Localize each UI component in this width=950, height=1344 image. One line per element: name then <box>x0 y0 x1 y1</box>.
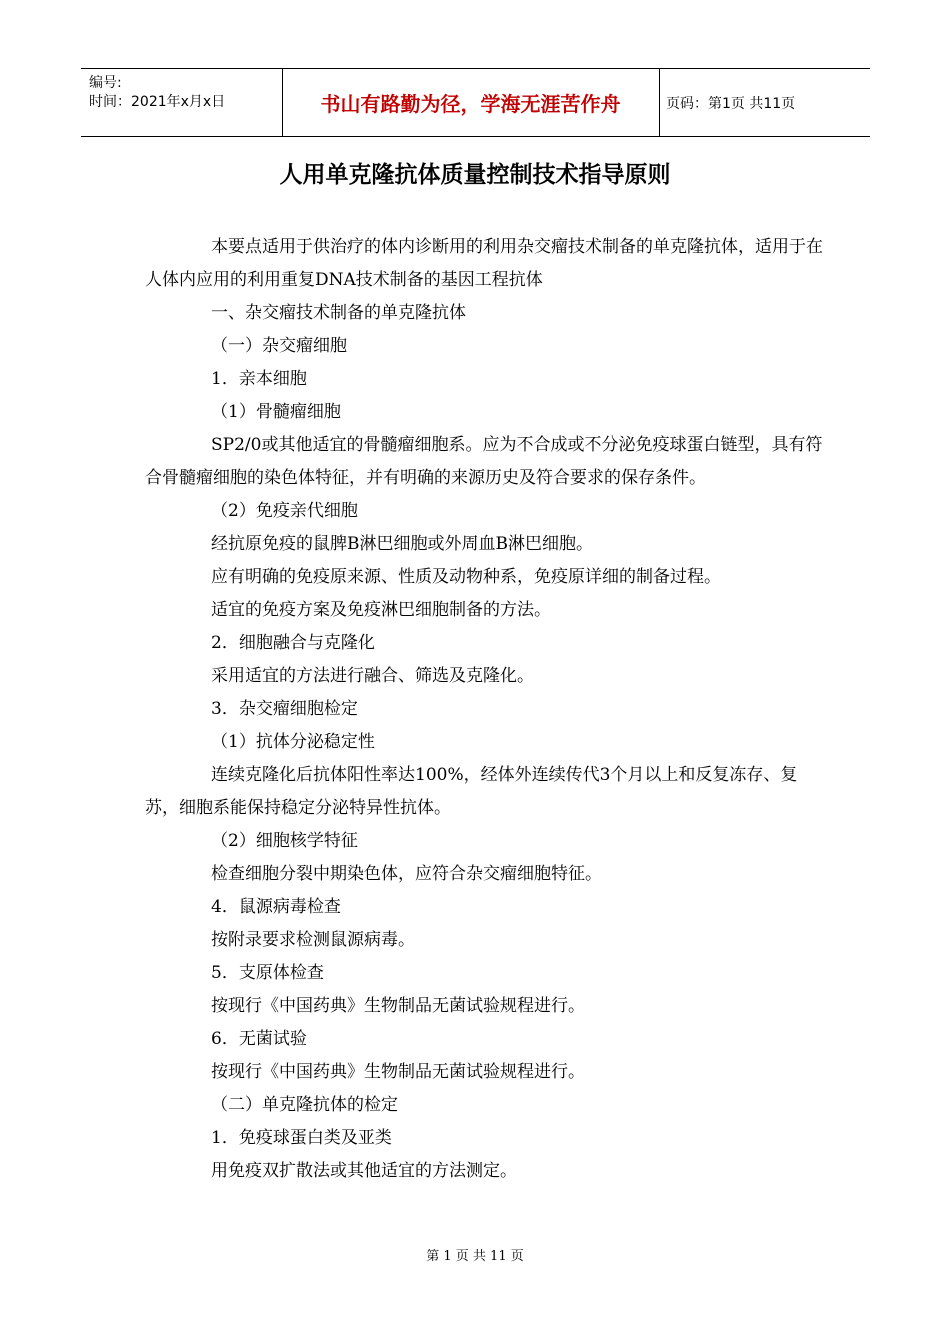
page-footer: 第 1 页 共 11 页 <box>426 1249 524 1264</box>
item-heading: 6．无菌试验 <box>211 1029 307 1049</box>
paragraph: 本要点适用于供治疗的体内诊断用的利用杂交瘤技术制备的单克隆抗体，适用于在人体内应用的利用重复DNA技术制备的基因工程抗体 <box>145 237 823 290</box>
paragraph: 应有明确的免疫原来源、性质及动物种系，免疫原详细的制备过程。 <box>211 567 721 587</box>
paragraph: 适宜的免疫方案及免疫淋巴细胞制备的方法。 <box>211 600 551 620</box>
sub-item-heading: （2）免疫亲代细胞 <box>211 501 358 521</box>
paragraph: 检查细胞分裂中期染色体，应符合杂交瘤细胞特征。 <box>211 864 602 884</box>
paragraph: 采用适宜的方法进行融合、筛选及克隆化。 <box>211 666 534 686</box>
paragraph: 按附录要求检测鼠源病毒。 <box>211 930 415 950</box>
paragraph: 用免疫双扩散法或其他适宜的方法测定。 <box>211 1161 517 1181</box>
item-heading: 5．支原体检查 <box>211 963 324 983</box>
item-heading: 3．杂交瘤细胞检定 <box>211 699 358 719</box>
paragraph: 按现行《中国药典》生物制品无菌试验规程进行。 <box>211 1062 585 1082</box>
sub-item-heading: （1）抗体分泌稳定性 <box>211 732 375 752</box>
document-number-label: 编号: <box>89 75 122 91</box>
paragraph: SP2/0或其他适宜的骨髓瘤细胞系。应为不合成或不分泌免疫球蛋白链型，具有符合骨髓瘤细胞的染色体特征，并有明确的来源历史及符合要求的保存条件。 <box>145 435 823 488</box>
item-heading: 1．亲本细胞 <box>211 369 307 389</box>
subsection-heading: （二）单克隆抗体的检定 <box>211 1095 398 1115</box>
page-header <box>81 68 870 137</box>
sub-item-heading: （2）细胞核学特征 <box>211 831 358 851</box>
paragraph: 连续克隆化后抗体阳性率达100%，经体外连续传代3个月以上和反复冻存、复苏，细胞系能保持稳定分泌特异性抗体。 <box>145 765 798 818</box>
document-date-label: 时间：2021年x月x日 <box>89 94 226 110</box>
item-heading: 2．细胞融合与克隆化 <box>211 633 375 653</box>
header-info-cell <box>81 69 283 136</box>
subsection-heading: （一）杂交瘤细胞 <box>211 336 347 356</box>
header-motto: 书山有路勤为径，学海无涯苦作舟 <box>282 69 660 136</box>
item-heading: 1．免疫球蛋白类及亚类 <box>211 1128 392 1148</box>
sub-item-heading: （1）骨髓瘤细胞 <box>211 402 341 422</box>
document-body <box>145 231 825 1188</box>
header-page-label: 页码：第1页 共11页 <box>666 95 796 112</box>
paragraph: 经抗原免疫的鼠脾B淋巴细胞或外周血B淋巴细胞。 <box>211 534 593 554</box>
section-heading: 一、杂交瘤技术制备的单克隆抗体 <box>211 303 466 323</box>
paragraph: 按现行《中国药典》生物制品无菌试验规程进行。 <box>211 996 585 1016</box>
item-heading: 4．鼠源病毒检查 <box>211 897 341 917</box>
document-title: 人用单克隆抗体质量控制技术指导原则 <box>279 162 671 188</box>
